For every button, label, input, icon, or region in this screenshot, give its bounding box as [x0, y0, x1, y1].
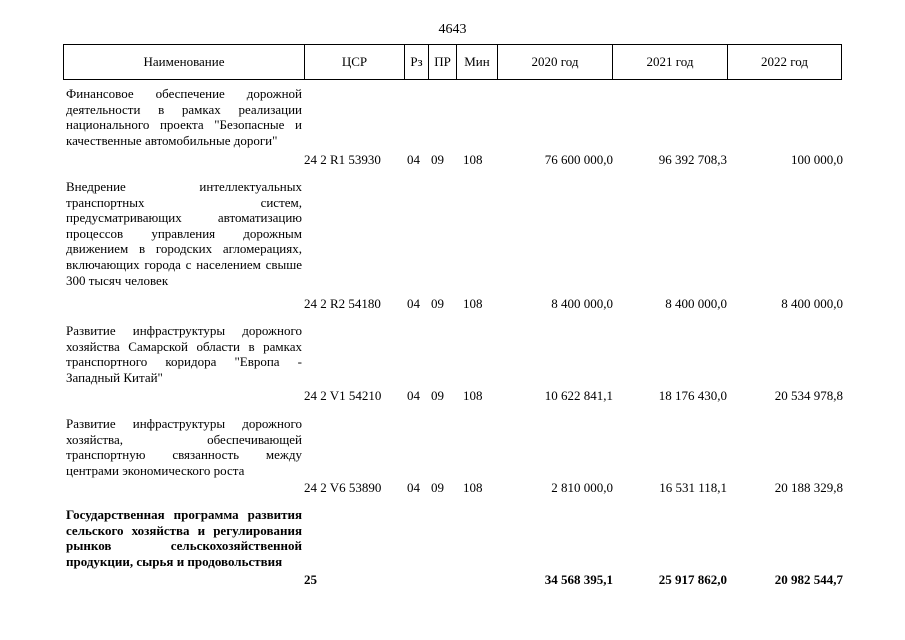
header-2021: 2021 год — [613, 45, 728, 79]
row-2021: 18 176 430,0 — [658, 388, 727, 403]
header-csr: ЦСР — [305, 45, 405, 79]
row-2020: 10 622 841,1 — [544, 388, 613, 403]
row-rz: 04 — [407, 296, 420, 311]
row-csr: 25 — [304, 572, 317, 587]
row-name: Развитие инфраструктуры дорожного хозяйства, обеспечивающей транспортную связанность между центрами экономического роста — [66, 416, 302, 478]
header-min: Мин — [457, 45, 498, 79]
header-pr: ПР — [429, 45, 457, 79]
row-min: 108 — [463, 152, 483, 167]
row-rz: 04 — [407, 152, 420, 167]
header-2022: 2022 год — [761, 54, 808, 69]
row-2020: 2 810 000,0 — [551, 480, 613, 495]
row-pr: 09 — [431, 388, 444, 403]
row-rz: 04 — [407, 388, 420, 403]
row-2020: 8 400 000,0 — [551, 296, 613, 311]
row-2022: 20 188 329,8 — [774, 480, 843, 495]
row-min: 108 — [463, 480, 483, 495]
row-2022: 8 400 000,0 — [781, 296, 843, 311]
row-csr: 24 2 V6 53890 — [304, 480, 382, 495]
row-name: Внедрение интеллектуальных транспортных систем, предусматривающих автоматизацию процессов управления дорожным движением в городских агломерациях, включающих города с населением свыше 300 тысяч человек — [66, 179, 302, 288]
header-2020: 2020 год — [498, 45, 613, 79]
row-2022: 20 534 978,8 — [774, 388, 843, 403]
row-pr: 09 — [431, 480, 444, 495]
row-2021: 25 917 862,0 — [658, 572, 727, 587]
header-rz: Рз — [405, 45, 429, 79]
row-min: 108 — [463, 388, 483, 403]
row-2021: 16 531 118,1 — [659, 480, 727, 495]
header-name: Наименование — [64, 45, 305, 79]
row-2020: 76 600 000,0 — [544, 152, 613, 167]
row-csr: 24 2 R1 53930 — [304, 152, 381, 167]
row-name: Государственная программа развития сельского хозяйства и регулирования рынков сельскохозяйственной продукции, сырья и продовольствия — [66, 507, 302, 569]
row-2022: 20 982 544,7 — [774, 572, 843, 587]
table-header — [63, 44, 842, 80]
row-2020: 34 568 395,1 — [544, 572, 613, 587]
row-min: 108 — [463, 296, 483, 311]
row-pr: 09 — [431, 296, 444, 311]
row-pr: 09 — [431, 152, 444, 167]
row-2021: 96 392 708,3 — [658, 152, 727, 167]
row-2022: 100 000,0 — [791, 152, 843, 167]
page-number: 4643 — [438, 22, 467, 37]
row-name: Развитие инфраструктуры дорожного хозяйства Самарской области в рамках транспортного коридора "Европа - Западный Китай" — [66, 323, 302, 385]
row-name: Финансовое обеспечение дорожной деятельности в рамках реализации национального проекта "Безопасные и качественные автомобильные дороги" — [66, 86, 302, 148]
row-csr: 24 2 R2 54180 — [304, 296, 381, 311]
row-rz: 04 — [407, 480, 420, 495]
row-2021: 8 400 000,0 — [665, 296, 727, 311]
row-csr: 24 2 V1 54210 — [304, 388, 382, 403]
